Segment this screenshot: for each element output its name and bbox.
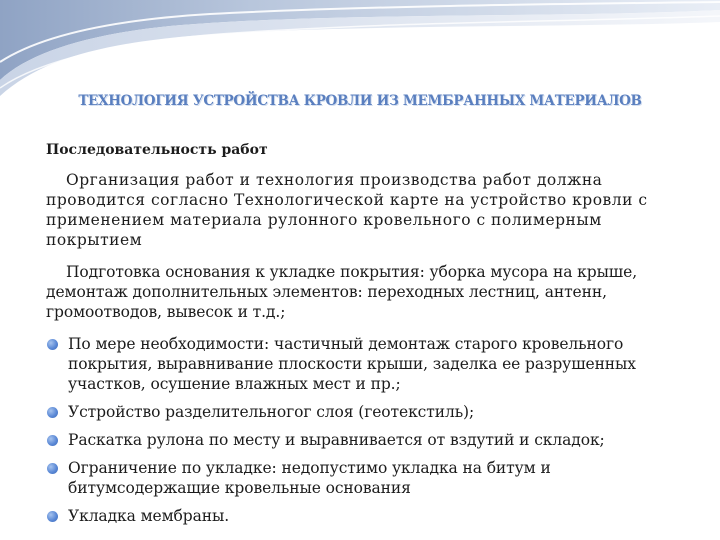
list-item-text: Ограничение по укладке: недопустимо укладка на битум и битумсодержащие кровельные основания	[68, 459, 551, 497]
bullet-dot-icon	[47, 511, 58, 522]
list-item	[46, 334, 686, 394]
bullet-dot-icon	[47, 407, 58, 418]
list-item-text: Устройство разделительногог слоя (геотекстиль);	[68, 403, 475, 421]
bullet-dot-icon	[47, 435, 58, 446]
list-item-text: Раскатка рулона по месту и выравнивается от вздутий и складок;	[68, 431, 605, 449]
paragraph-organization: Организация работ и технология производства работ должна проводится согласно Технологической карте на устройство кровли с применением материала рулонного кровельного с полимерным покрытием	[46, 171, 648, 249]
list-item-text: Укладка мембраны.	[68, 507, 230, 525]
section-heading: Последовательность работ	[46, 142, 268, 158]
bullet-dot-icon	[47, 463, 58, 474]
header-swoosh-decoration	[0, 0, 720, 100]
slide-content	[46, 140, 686, 534]
list-item-text: По мере необходимости: частичный демонтаж старого кровельного покрытия, выравнивание плоскости крыши, заделка ее разрушенных участков, осушение влажных мест и пр.;	[68, 335, 636, 393]
list-item	[46, 458, 686, 498]
bullet-dot-icon	[47, 339, 58, 350]
slide-title: ТЕХНОЛОГИЯ УСТРОЙСТВА КРОВЛИ ИЗ МЕМБРАННЫХ МАТЕРИАЛОВ	[78, 93, 642, 109]
steps-list	[46, 334, 686, 526]
list-item	[46, 430, 686, 450]
paragraph-preparation: Подготовка основания к укладке покрытия: уборка мусора на крыше, демонтаж дополнительных элементов: переходных лестниц, антенн, громоотводов, вывесок и т.д.;	[46, 263, 638, 321]
list-item	[46, 506, 686, 526]
list-item	[46, 402, 686, 422]
